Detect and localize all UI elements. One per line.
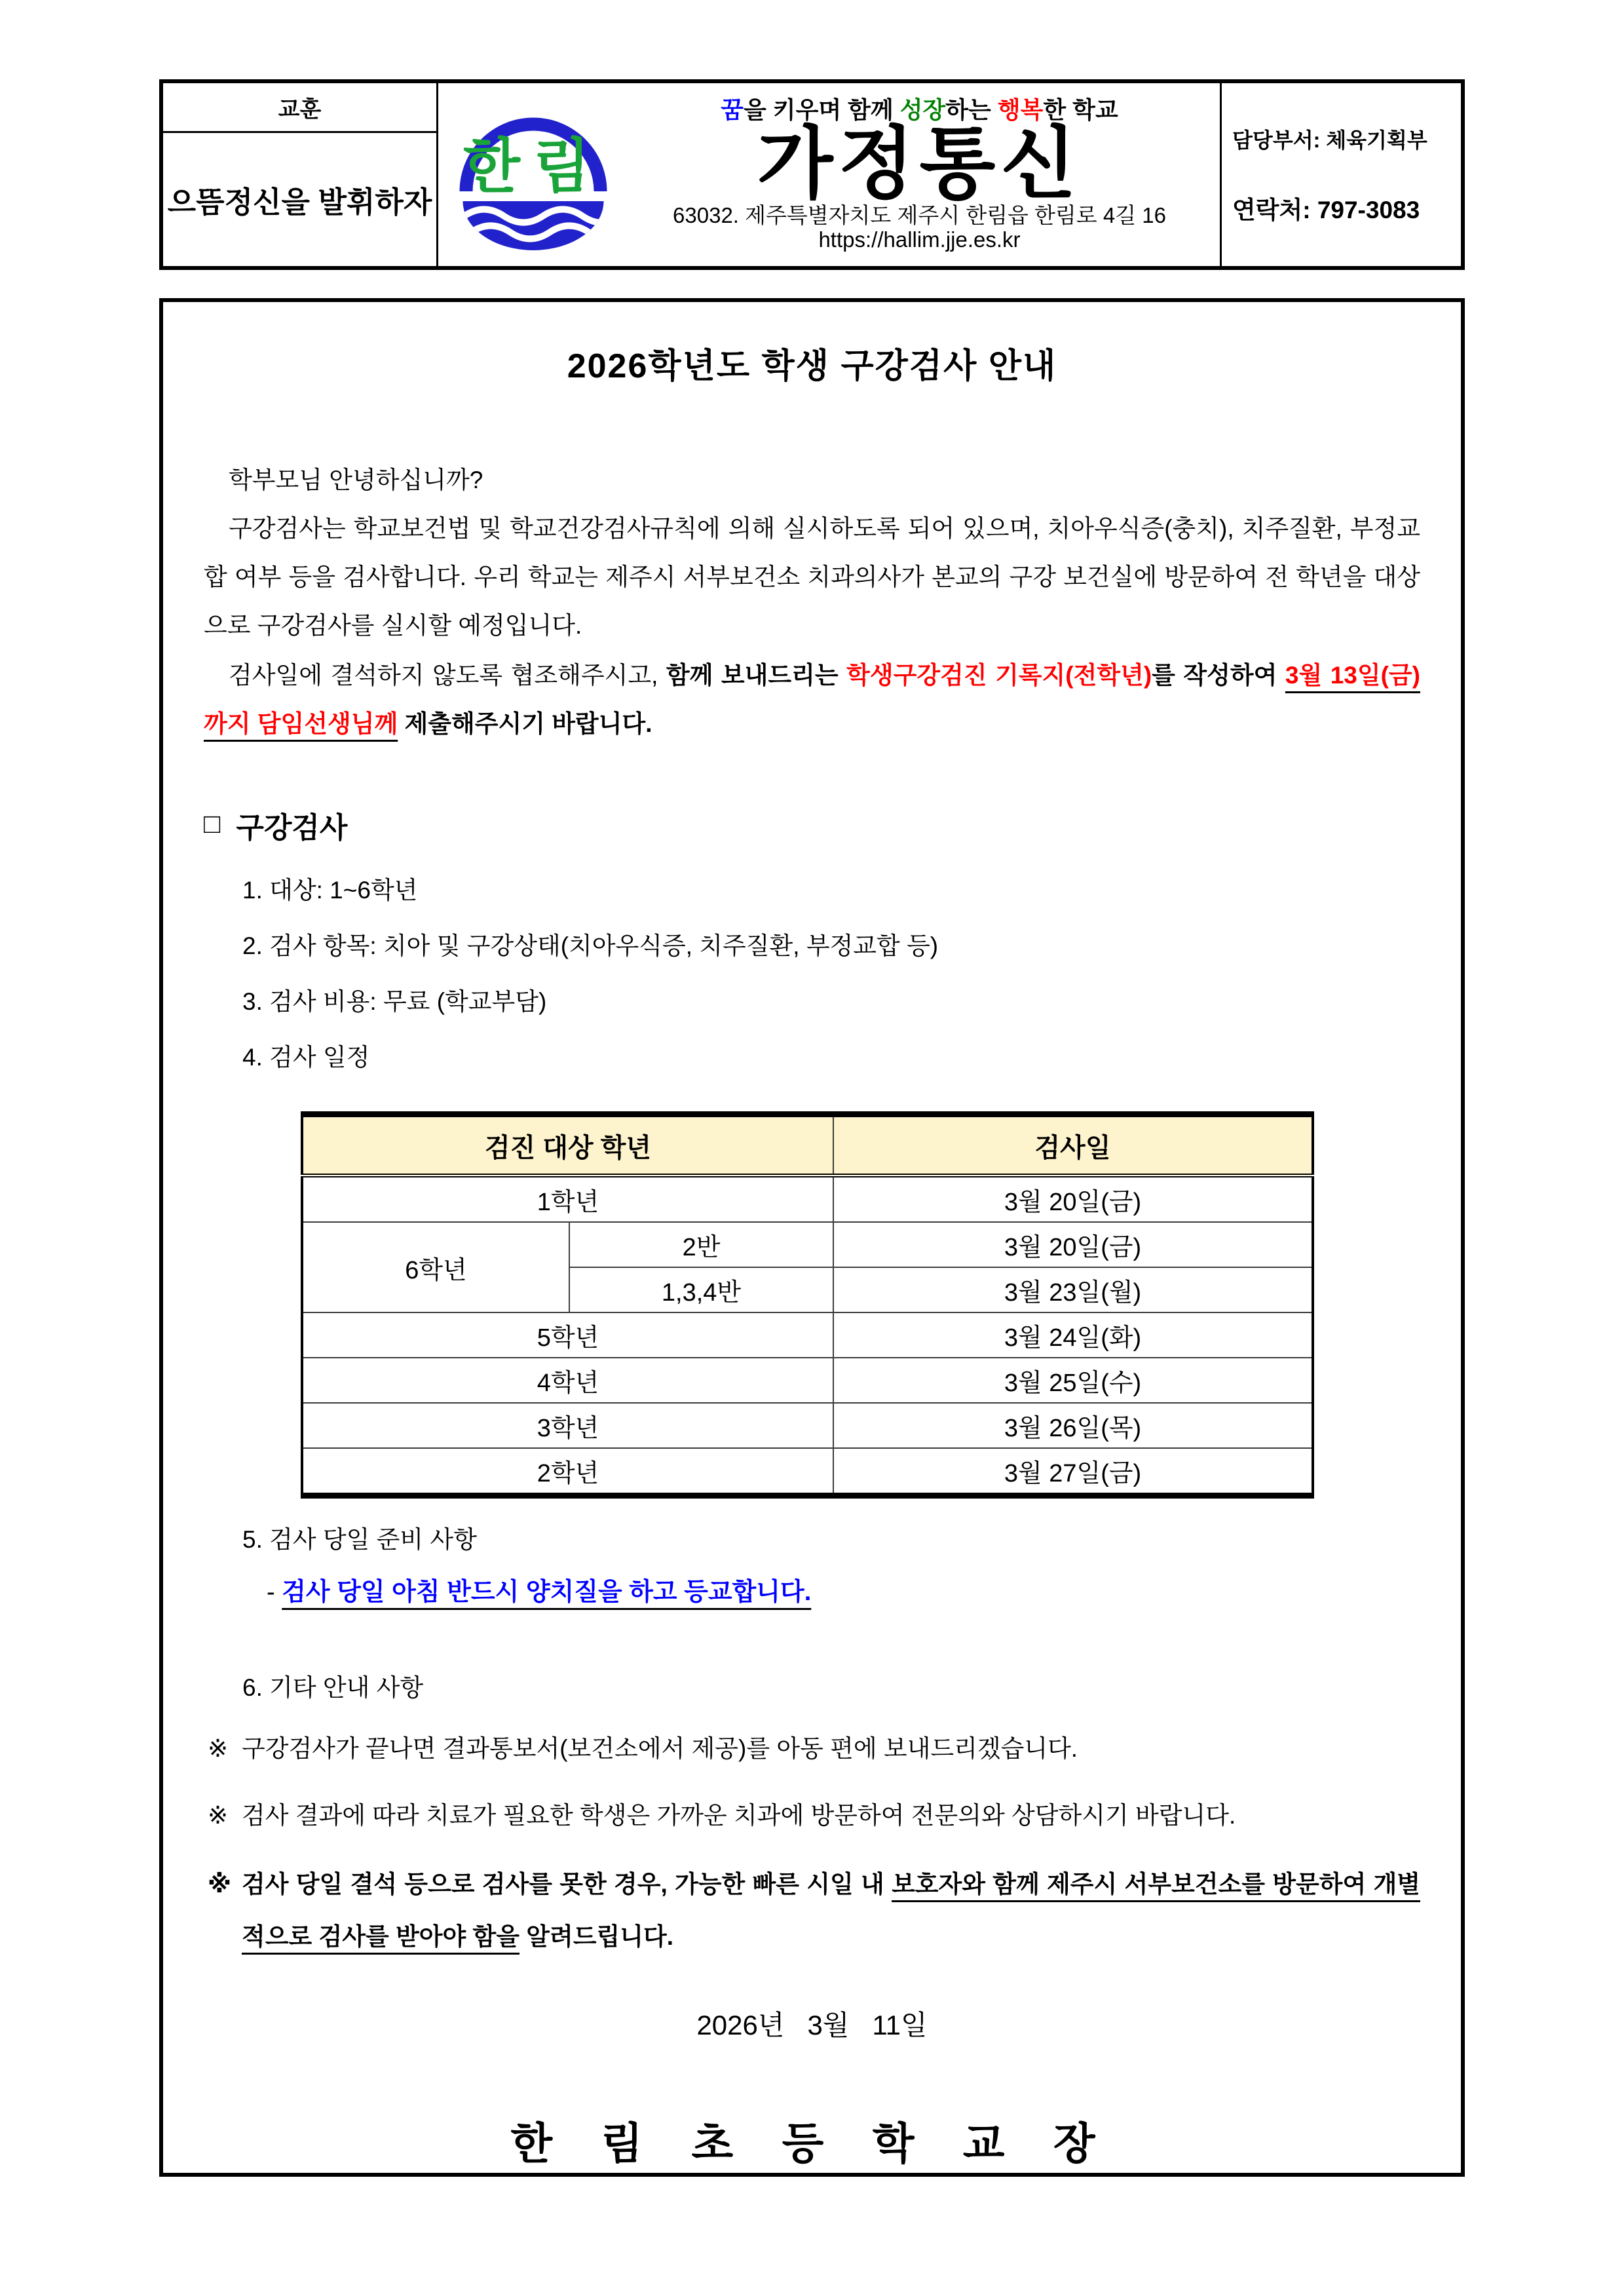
checkbox-icon: □ [204, 808, 221, 839]
newsletter-title: 가정통신 [757, 119, 1082, 208]
grade-cell: 5학년 [302, 1312, 833, 1358]
motto-column [163, 83, 438, 266]
contact-info: 연락처: 797-3083 [1232, 197, 1420, 224]
list-item-scope: 2. 검사 항목: 치아 및 구강상태(치아우식증, 치주질환, 부정교합 등) [242, 932, 939, 959]
header-center-text [619, 97, 1220, 252]
list-item-target: 1. 대상: 1~6학년 [242, 877, 418, 904]
grade-cell: 6학년 [302, 1222, 569, 1312]
section-title: 구강검사 [236, 812, 348, 844]
issue-date: 2026년 3월 11일 [696, 2010, 928, 2040]
note-text: 검사 당일 결석 등으로 검사를 못한 경우, 가능한 빠른 시일 내 보호자와 함께 제주시 서부보건소를 방문하여 개별적으로 검사를 받아야 함을 알려드립니다. [242, 1871, 1420, 1950]
motto-label: 교훈 [163, 83, 436, 133]
reference-mark-icon: ※ [208, 1871, 231, 1898]
reference-mark-icon: ※ [208, 1802, 229, 1829]
table-header-row [302, 1115, 1313, 1176]
section-header [204, 804, 1420, 846]
header-contact-column [1220, 83, 1461, 266]
logo-text: 한림 [463, 134, 603, 199]
table-header-grade: 검진 대상 학년 [302, 1115, 833, 1176]
table-row [302, 1312, 1313, 1358]
notice-title: 2026학년도 학생 구강검사 안내 [567, 347, 1057, 385]
department-info: 담당부서: 체육기획부 [1232, 128, 1427, 152]
table-row [302, 1176, 1313, 1222]
note-item-treatment [204, 1791, 1420, 1840]
table-row [302, 1358, 1313, 1403]
prep-instruction: - 검사 당일 아침 반드시 양치질을 하고 등교합니다. [267, 1578, 812, 1606]
school-logo-graphic [451, 93, 615, 257]
grade-cell: 2학년 [302, 1448, 833, 1496]
list-item-cost: 3. 검사 비용: 무료 (학교부담) [242, 988, 547, 1015]
intro-paragraph: 구강검사는 학교보건법 및 학교건강검사규칙에 의해 실시하도록 되어 있으며, 치아우식증(충치), 치주질환, 부정교합 여부 등을 검사합니다. 우리 학교는 제주시 서부보건소 치과의사가 본교의 구강 보건실에 방문하여 전 학년을 대상으로 구강검사를 실시할 예정입니다. [204, 515, 1420, 639]
exam-info-list [242, 862, 1420, 1085]
date-cell: 3월 25일(수) [833, 1358, 1313, 1403]
school-website: https://hallim.jje.es.kr [818, 227, 1021, 252]
other-section-title: 6. 기타 안내 사항 [242, 1674, 424, 1701]
date-cell: 3월 27일(금) [833, 1448, 1313, 1496]
date-cell: 3월 20일(금) [833, 1176, 1313, 1222]
greeting-text: 학부모님 안녕하십니까? [229, 467, 483, 493]
reference-mark-icon: ※ [208, 1735, 229, 1762]
motto-text: 으뜸정신을 발휘하자 [167, 185, 432, 219]
note-item-absence [204, 1858, 1420, 1963]
class-cell: 2반 [569, 1222, 833, 1267]
header-center [438, 83, 1220, 266]
date-cell: 3월 23일(월) [833, 1267, 1313, 1312]
principal-signature: 한 림 초 등 학 교 장 [510, 2119, 1114, 2168]
table-row [302, 1403, 1313, 1448]
grade-cell: 4학년 [302, 1358, 833, 1403]
submission-paragraph: 검사일에 결석하지 않도록 협조해주시고, 함께 보내드리는 학생구강검진 기록지(전학년)를 작성하여 3월 13일(금)까지 담임선생님께 제출해주시기 바랍니다. [204, 662, 1420, 737]
note-item-result [204, 1725, 1420, 1773]
table-header-date: 검사일 [833, 1115, 1313, 1176]
school-slogan: 꿈을 키우며 함께 성장하는 행복한 학교 [721, 96, 1118, 124]
prep-section-title: 5. 검사 당일 준비 사항 [242, 1526, 477, 1553]
grade-cell: 1학년 [302, 1176, 833, 1222]
table-row [302, 1222, 1313, 1267]
date-cell: 3월 26일(목) [833, 1403, 1313, 1448]
notice-body-box [159, 298, 1465, 2177]
note-text: 검사 결과에 따라 치료가 필요한 학생은 가까운 치과에 방문하여 전문의와 상담하시기 바랍니다. [242, 1802, 1236, 1829]
date-cell: 3월 20일(금) [833, 1222, 1313, 1267]
exam-schedule-table [301, 1111, 1314, 1499]
date-cell: 3월 24일(화) [833, 1312, 1313, 1358]
list-item-schedule: 4. 검사 일정 [242, 1044, 370, 1071]
school-address: 63032. 제주특별자치도 제주시 한림읍 한림로 4길 16 [673, 202, 1166, 227]
header-banner [159, 79, 1465, 270]
school-logo [447, 90, 619, 259]
table-row [302, 1448, 1313, 1496]
grade-cell: 3학년 [302, 1403, 833, 1448]
note-text: 구강검사가 끝나면 결과통보서(보건소에서 제공)를 아동 편에 보내드리겠습니다. [242, 1735, 1078, 1762]
class-cell: 1,3,4반 [569, 1267, 833, 1312]
